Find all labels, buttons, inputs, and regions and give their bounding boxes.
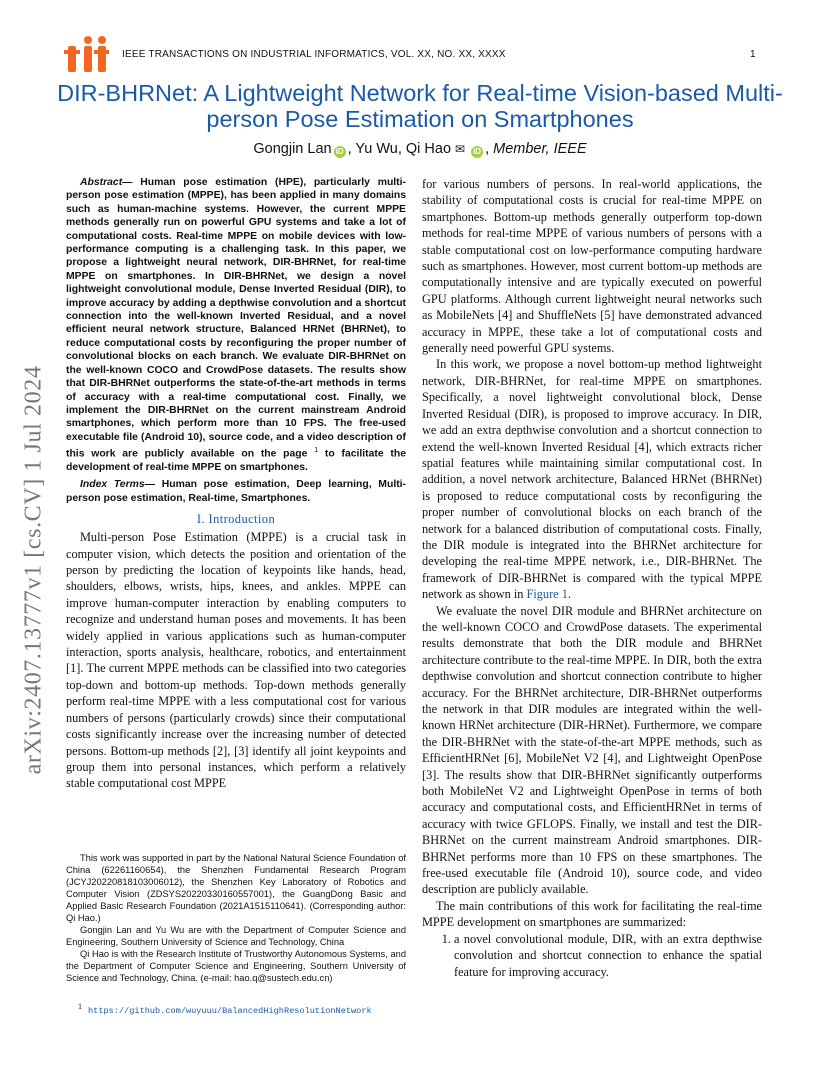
paper-title: DIR-BHRNet: A Lightweight Network for Real-time Vision-based Multi-person Pose Estimation on Smartphones [57, 80, 783, 132]
body-paragraph: The main contributions of this work for facilitating the real-time MPPE development on smartphones are summarized: [422, 898, 762, 930]
orcid-icon[interactable]: iD [473, 147, 482, 156]
figure-link[interactable]: Figure 1 [526, 587, 568, 602]
author-line: Gongjin Lan iD , Yu Wu, Qi Hao ✉ iD , Member, IEEE [253, 141, 587, 157]
footnote-url: $^1$ https://github.com/wuyuuu/BalancedHighResolutionNetwork [78, 1002, 372, 1016]
running-head: IEEE TRANSACTIONS ON INDUSTRIAL INFORMATICS, VOL. XX, NO. XX, XXXX [122, 49, 506, 60]
contributions-list [422, 931, 762, 980]
index-terms [66, 478, 406, 505]
abstract-tail: to facilitate the development of real-time MPPE on smartphones. [66, 448, 406, 473]
ieee-tii-logo [64, 34, 110, 72]
author-names: , Yu Wu, Qi Hao [347, 141, 452, 157]
body-paragraph: We evaluate the novel DIR module and BHRNet architecture on the well-known COCO and CrowdPose datasets. The experimental results demonstrate that both the DIR module and BHRNet architecture contribute to the real-time MPPE. In DIR, both the extra depthwise convolution and shortcut connection contribute to higher accuracy. For the BHRNet architecture, DIR-BHRNet outperforms the network in that DIR modules are integrated within the well-known HRNet architecture (DIR-HRNet). Furthermore, we compare the DIR-BHRNet with the state-of-the-art MPPE methods, such as EfficientHRNet [6], MobileNet V2 [4], and Lightweight OpenPose [3]. The results show that DIR-BHRNet significantly outperforms both MobileNet V2 and Lightweight OpenPose in terms of both accuracy and computational costs, and EfficientHRNet in terms of accuracy with twice GFLOPS. Finally, we install and test the DIR-BHRNet on the current mainstream Android smartphones. DIR-BHRNet performs more than 10 FPS on these smartphones. The free-used executable file (Android 10), source code, and video description are publicly available. [422, 603, 762, 897]
orcid-icon[interactable]: iD [335, 147, 344, 156]
intro-paragraph: Multi-person Pose Estimation (MPPE) is a crucial task in computer vision, which detects the position and orientation of the person by predicting the location of keypoints like hands, head, shoulders, elbows, wrists, hips, knees, and ankles. MPPE can improve human-computer interaction by enabling computers to recognize and understand human poses and movements. It has been widely applied in various applications such as human-computer interaction, sports analysis, healthcare, robotics, and entertainment [1]. The current MPPE methods can be classified into two categories top-down and bottom-up methods. Top-down methods generally perform real-time MPPE with a less computational cost for various numbers of persons (particularly crowds) since their computational costs significantly increase over the increasing number of detected persons. Bottom-up methods [2], [3] identify all joint keypoints and group them into personal instances, which perform a relatively stable computational cost MPPE [66, 530, 406, 791]
author-name: Gongjin Lan [253, 141, 332, 157]
funding-footnote: This work was supported in part by the National Natural Science Foundation of China (62261160654), the Shenzhen Fundamental Research Program (JCYJ20220818103006012), the Shenzhen Key Laboratory of Robotics and Computer Vision (ZDSYS20220330160557001), the GuangDong Basic and Applied Basic Research Foundation (2021A1515110641). (Corresponding author: Qi Hao.) [66, 853, 406, 923]
body-paragraph: In this work, we propose a novel bottom-up method lightweight network, DIR-BHRNet, for real-time MPPE on smartphones. Specifically, a novel lightweight convolutional block, Dense Inverted Residual (DIR), is proposed to improve accuracy. In DIR, we add an extra depthwise convolution and a shortcut connection to extend the well-known Inverted Residual [4], which extracts richer spatial features while maintaining similar computational cost. In addition, a novel network architecture, Balanced HRNet (BHRNet) is proposed to reduce computational costs by reconfiguring the proper number of convolutional blocks on each branch of the network for a balanced distribution of computational costs. Finally, the DIR module is integrated into the BHRNet architecture for developing the real-time MPPE network, i.e., DIR-BHRNet. The framework of DIR-BHRNet is compared with the typical MPPE network as shown in Figure 1. [422, 357, 762, 602]
affiliation-footnote: Gongjin Lan and Yu Wu are with the Department of Computer Science and Engineering, Southern University of Science and Technology, China [66, 925, 406, 947]
author-membership: Member, IEEE [493, 141, 587, 157]
body-paragraph: for various numbers of persons. In real-world applications, the stability of computational costs is crucial for real-time MPPE on smartphones. Bottom-up methods generally outperform top-down methods for real-time MPPE of various numbers of persons with a stable computational cost on low-performance computing hardware such as smartphones. However, most current bottom-up methods are computationally intensive and are typically executed on powerful GPU platforms. Although current lightweight neural networks such as MobileNets [4] and ShuffleNets [5] have demonstrated advanced accuracy in MPPE, these take a lot of computational costs and generally need powerful GPU systems. [422, 177, 762, 356]
page-number: 1 [750, 49, 756, 60]
envelope-icon: ✉ [455, 142, 466, 156]
affiliation-footnote-2: Qi Hao is with the Research Institute of Trustworthy Autonomous Systems, and the Department of Computer Science and Engineering, Southern University of Science and Technology, China. (e-mail: hao.q@sustech.edu.cn) [66, 949, 406, 983]
github-link[interactable]: https://github.com/wuyuuu/BalancedHighResolutionNetwork [88, 1005, 372, 1016]
abstract [66, 176, 406, 474]
index-terms-text: — Human pose estimation, Deep learning, Multi-person pose estimation, Real-time, Smartphones. [66, 479, 407, 504]
index-terms-label: Index Terms [80, 479, 145, 491]
list-item: 1. a novel convolutional module, DIR, with an extra depthwise convolution and shortcut connection to enhance the spatial feature for improving accuracy. [454, 931, 762, 980]
left-column [66, 176, 406, 792]
footnotes [66, 852, 406, 984]
abstract-text: — Human pose estimation (HPE), particularly multi-person pose estimation (MPPE), has been applied in many domains such as human-machine systems. However, the current MPPE methods generally run on powerful GPU systems and take a lot of computational costs. Real-time MPPE on mobile devices with low-performance computing is a challenging task. In this paper, we propose a lightweight neural network, DIR-BHRNet, for real-time MPPE on smartphones. In DIR-BHRNet, we design a novel lightweight convolutional module, Dense Inverted Residual (DIR), to improve accuracy by adding a depthwise convolution and a shortcut connection into the well-known Inverted Residual, and a novel efficient neural network structure, Balanced HRNet (BHRNet), to reduce computational costs by reconfiguring the proper number of convolutional blocks on each branch. We evaluate DIR-BHRNet on the well-known COCO and CrowdPose datasets. The results show that DIR-BHRNet outperforms the state-of-the-art methods in terms of accuracy with a real-time computational cost. Finally, we implement the DIR-BHRNet on the current mainstream Android smartphones, which perform more than 10 FPS. The free-used executable file (Android 10), source code, and a video description of this work are publicly available on the page [66, 177, 406, 460]
section-heading: I. Introduction [196, 512, 276, 527]
footnote-marker[interactable]: 1 [314, 447, 319, 455]
right-column [422, 176, 762, 980]
abstract-label: Abstract [80, 177, 123, 188]
arxiv-identifier: arXiv:2407.13777v1 [cs.CV] 1 Jul 2024 [20, 365, 47, 775]
